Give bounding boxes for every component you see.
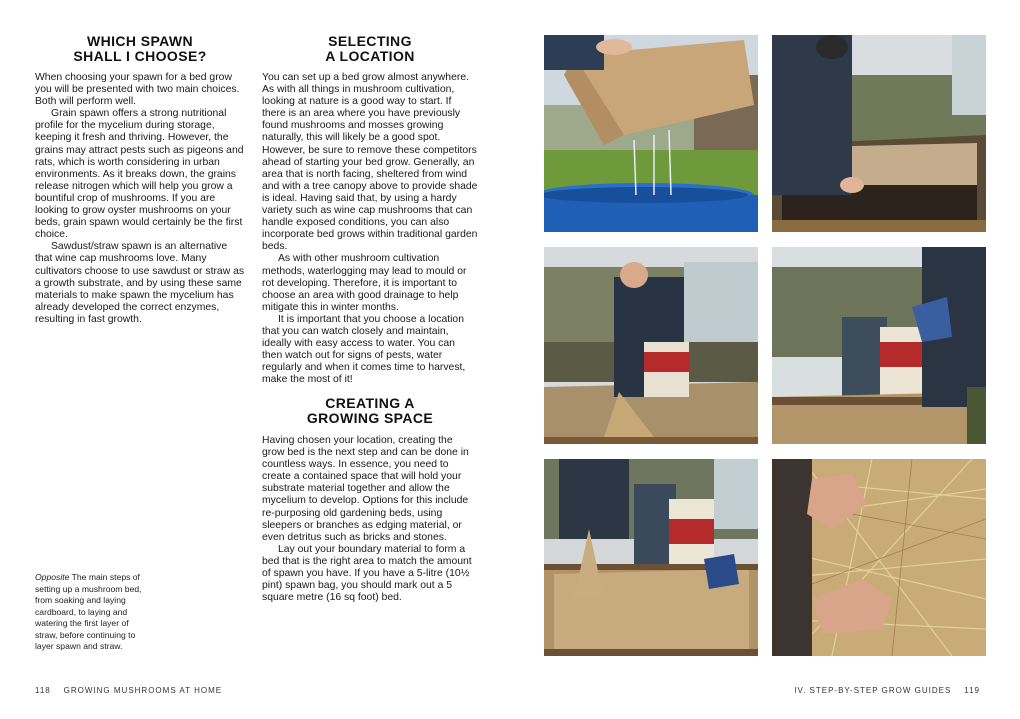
caption-lead: Opposite <box>35 572 70 582</box>
heading-creating-growing-space: CREATING A GROWING SPACE <box>306 395 434 426</box>
paragraph: When choosing your spawn for a bed grow you will be presented with two main choices. Both will perform well. <box>35 72 240 108</box>
spreading-spawn-photo <box>544 459 758 656</box>
cardboard-soaking-photo <box>544 35 758 232</box>
paragraph: Lay out your boundary material to form a bed that is the right area to match the amount of spawn you have. If you have a 5-litre (10½ pint) spawn bag, you should mark out a 5 square metre (16 sq foot) bed. <box>262 543 472 604</box>
right-page <box>510 0 1020 719</box>
photo-caption <box>35 572 143 653</box>
paragraph: Grain spawn offers a strong nutritional profile for the mycelium during storage, keeping it fresh and thriving. However, the grains may attract pests such as pigeons and rats, which is worth considering in urban environments. As it breaks down, the grains release nitrogen which will help you grow a bountiful crop of mushrooms. If you are looking to grow oyster mushrooms on your beds, grain spawn would certainly be the first choice. <box>35 108 244 241</box>
paragraph: Having chosen your location, creating the grow bed is the next step and can be done in countless ways. In essence, you need to create a contained space that will hold your substrate material together and allow the mycelium to develop. Options for this include re-purposing old gardening beds, using sleepers or branches as edging material, or even detritus such as bricks and stones. <box>262 435 469 543</box>
laying-cardboard-photo <box>772 35 986 232</box>
column-which-spawn <box>35 72 245 326</box>
page-number: 119 <box>964 686 980 695</box>
paragraph: It is important that you choose a location that you can watch closely and maintain, ideally with easy access to water. You can then watch out for signs of pests, water regularly and when it comes time to harvest, make the most of it! <box>262 313 466 386</box>
paragraph: Sawdust/straw spawn is an alternative that wine cap mushrooms love. Many cultivators choose to use sawdust or straw as a growth substrate, and by using these same materials to make spawn the mycelium has already developed the correct enzymes, resulting in fast growth. <box>35 241 245 325</box>
column-selecting-location <box>262 72 478 386</box>
hands-in-straw-photo <box>772 459 986 656</box>
running-title: GROWING MUSHROOMS AT HOME <box>63 686 223 695</box>
right-folio <box>794 686 980 695</box>
page-number: 118 <box>35 686 51 695</box>
left-folio <box>35 686 222 695</box>
heading-which-spawn: WHICH SPAWN SHALL I CHOOSE? <box>73 33 207 64</box>
heading-selecting-location: SELECTING A LOCATION <box>325 33 415 64</box>
caption-text: The main steps of setting up a mushroom bed, from soaking and laying cardboard, to laying and watering the first layer of straw, before continuing to layer spawn and straw. <box>35 572 142 651</box>
pouring-straw-photo <box>544 247 758 444</box>
running-title: IV. STEP-BY-STEP GROW GUIDES <box>794 686 952 695</box>
column-creating-growing-space <box>262 435 478 604</box>
watering-straw-photo <box>772 247 986 444</box>
paragraph: You can set up a bed grow almost anywhere. As with all things in mushroom cultivation, looking at nature is a good way to start. If there is an area where you have previously found mushrooms and mosses growing naturally, this will likely be a good spot. However, be sure to remove these competitors ahead of starting your bed grow. Generally, an area that is north facing, sheltered from wind and with a tree canopy above to provide shade is ideal. Having said that, by using a hardy variety such as wine cap mushrooms that can handle exposed conditions, you can also incorporate bed grows within traditional garden beds. <box>262 72 478 253</box>
paragraph: As with other mushroom cultivation methods, waterlogging may lead to mould or rot developing. Therefore, it is important to choose an area with good drainage to help mitigate this in winter months. <box>262 253 467 313</box>
